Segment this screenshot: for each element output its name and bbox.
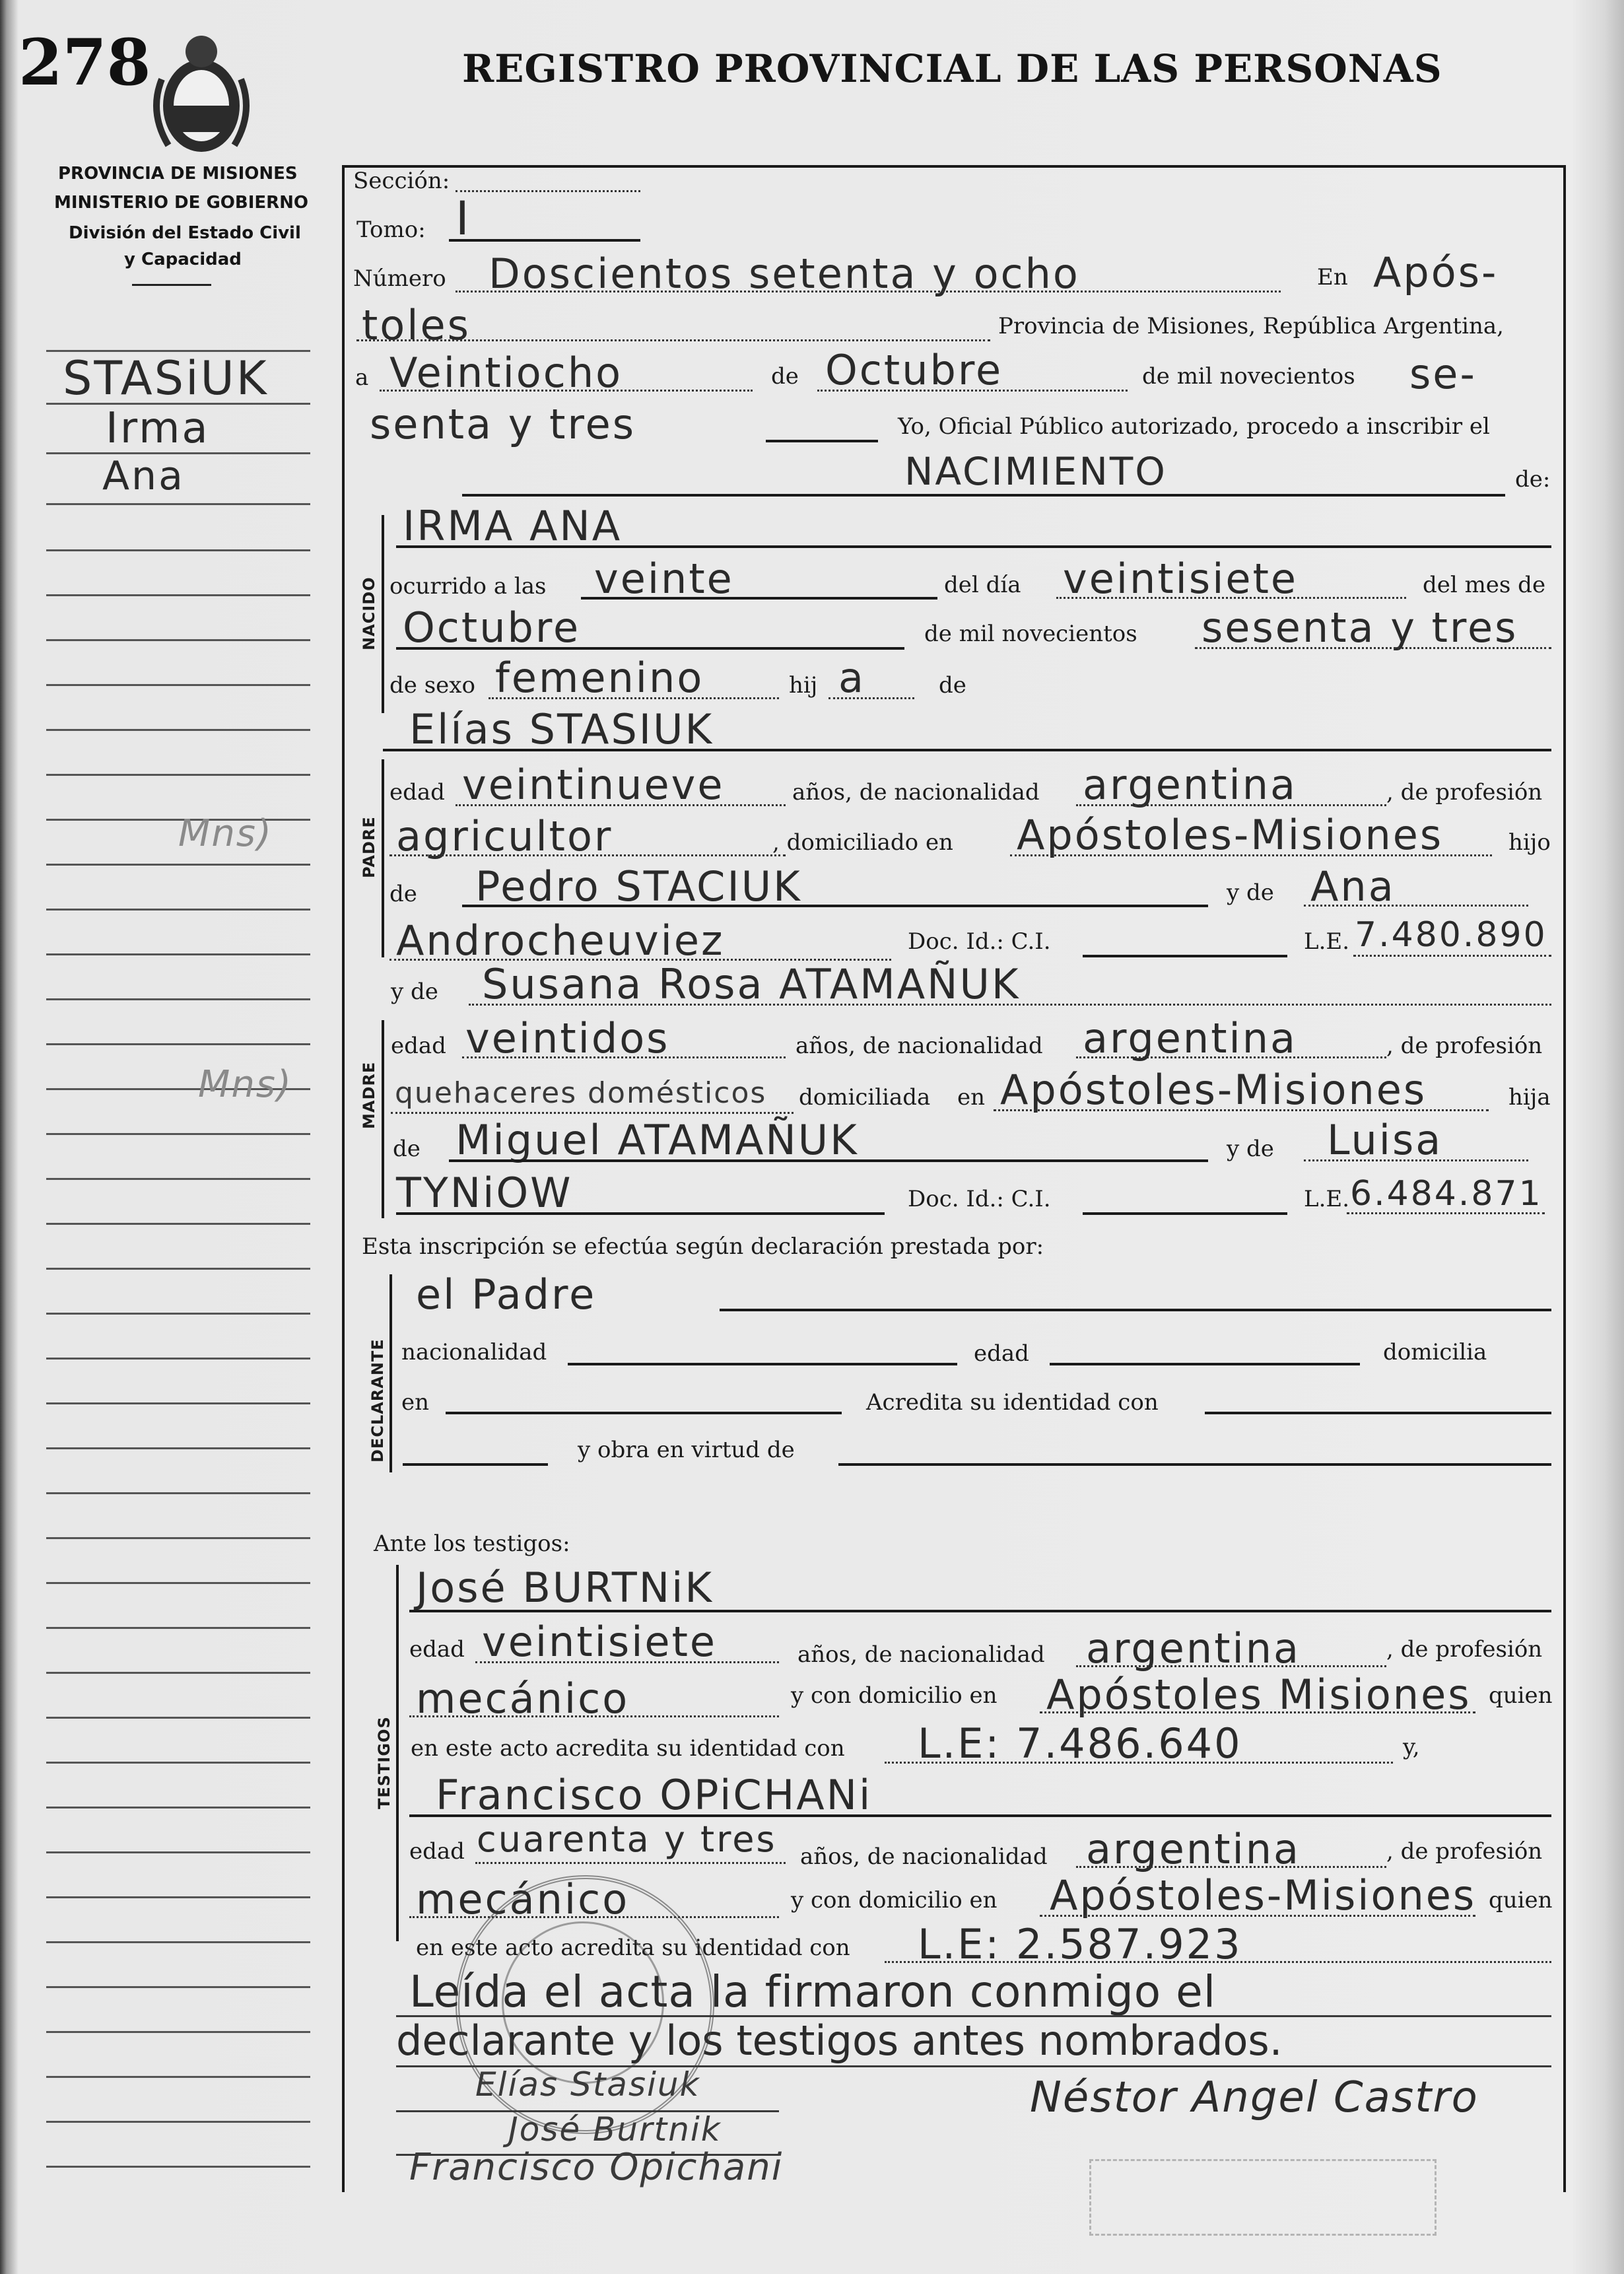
nacido-section-label: NACIDO <box>360 576 378 650</box>
declarante-blank-line <box>403 1463 548 1466</box>
w2-acredita-label: en este acto acredita su identidad con <box>416 1935 850 1961</box>
numero-label: Número <box>353 265 446 292</box>
numero-value: Doscientos setenta y ocho <box>489 250 1080 298</box>
father-name-line <box>383 749 1551 751</box>
madre-ci-line <box>1083 1212 1287 1215</box>
padre-bracket <box>382 759 384 957</box>
padre-nac-line <box>1076 804 1386 806</box>
margin-line <box>46 1582 310 1584</box>
header-province: PROVINCIA DE MISIONES <box>58 164 298 184</box>
padre-prof-line <box>389 854 786 856</box>
padre-prof-label: , de profesión <box>1386 779 1543 806</box>
madre-prof-line <box>391 1112 794 1114</box>
margin-line <box>46 1986 310 1988</box>
padre-edad-line <box>456 804 786 806</box>
margin-line <box>46 2166 310 2168</box>
madre-en-label: en <box>957 1084 986 1111</box>
hij-de-label: de <box>939 672 966 699</box>
year-label: de mil novecientos <box>1142 363 1355 390</box>
seccion-label: Sección: <box>353 168 450 194</box>
madre-edad-line <box>462 1056 786 1058</box>
witness-2-name: Francisco OPiCHANi <box>436 1771 873 1819</box>
w2-quien-label: quien <box>1489 1887 1553 1913</box>
tomo-value: I <box>456 191 471 246</box>
declarante-nac-line <box>568 1363 957 1365</box>
nacido-bracket <box>382 515 384 713</box>
birth-day: veintisiete <box>1063 555 1299 603</box>
birth-year-line <box>1195 647 1551 649</box>
w1-edad: veintisiete <box>482 1618 718 1666</box>
witness-2-name-line <box>409 1814 1551 1817</box>
padre-doc-label: Doc. Id.: C.I. <box>908 928 1051 955</box>
paternal-grandmother-b: Androcheuviez <box>396 916 725 965</box>
margin-line <box>46 998 310 1000</box>
testigos-section-label: TESTIGOS <box>375 1716 393 1809</box>
margin-line <box>46 684 310 686</box>
sexo-line <box>489 697 779 699</box>
margin-line <box>46 1762 310 1764</box>
margin-line <box>46 2121 310 2123</box>
birth-year-label: de mil novecientos <box>924 621 1137 647</box>
madre-edad: veintidos <box>465 1014 670 1062</box>
ocurrido-label: ocurrido a las <box>389 573 547 600</box>
margin-line <box>46 1043 310 1045</box>
madre-profesion: quehaceres domésticos <box>395 1076 767 1110</box>
declarante-edad-label: edad <box>974 1340 1029 1367</box>
form-left-border <box>342 165 345 2192</box>
maternal-grandfather-line <box>449 1159 1208 1162</box>
madre-y-de2-label: y de <box>1227 1136 1274 1162</box>
birth-hour: veinte <box>594 555 734 603</box>
margin-line <box>46 1851 310 1853</box>
margin-line <box>46 774 310 776</box>
year-line <box>766 440 878 442</box>
signature-witness-1: José Burtnik <box>508 2110 722 2149</box>
declarante-nac-label: nacionalidad <box>401 1339 547 1365</box>
padre-nacionalidad: argentina <box>1083 761 1298 809</box>
w1-edad-label: edad <box>409 1636 465 1663</box>
margin-line <box>46 1402 310 1404</box>
provincia-text: Provincia de Misiones, República Argentina, <box>998 313 1504 339</box>
madre-edad-label: edad <box>391 1033 446 1059</box>
margin-line <box>46 729 310 731</box>
margin-name-1: Irma <box>106 404 210 453</box>
madre-le: 6.484.871 <box>1350 1174 1543 1214</box>
margin-note-1: Mns) <box>178 812 273 855</box>
w1-quien-label: quien <box>1489 1682 1553 1709</box>
numero-line <box>456 291 1281 293</box>
padre-hijo-label: hijo <box>1508 829 1551 856</box>
w1-id: L.E: 7.486.640 <box>918 1719 1242 1768</box>
hij-suffix: a <box>838 654 865 702</box>
declarante-acredita-label: Acredita su identidad con <box>866 1389 1159 1416</box>
margin-line <box>46 953 310 955</box>
padre-ci-line <box>1083 955 1287 957</box>
padre-domicilio: Apóstoles-Misiones <box>1017 811 1444 859</box>
margin-line <box>46 2031 310 2033</box>
margin-line <box>46 1178 310 1180</box>
en-label: En <box>1317 264 1348 291</box>
place-part-a: Após- <box>1373 248 1499 296</box>
w2-nac-label: años, de nacionalidad <box>800 1843 1048 1870</box>
w2-edad-line <box>475 1862 786 1864</box>
child-name: IRMA ANA <box>403 502 623 550</box>
coat-of-arms-icon <box>142 33 261 158</box>
margin-line <box>46 1313 310 1315</box>
de-colon-label: de: <box>1515 466 1551 493</box>
padre-dom-label: , domiciliado en <box>772 829 953 856</box>
w2-nacionalidad: argentina <box>1086 1825 1301 1873</box>
year-part-b: senta y tres <box>370 400 636 448</box>
maternal-grandmother-b-line <box>396 1212 885 1215</box>
declarante-en-line <box>446 1412 842 1414</box>
witness-1-name: José BURTNiK <box>416 1564 714 1612</box>
margin-line <box>46 1672 310 1674</box>
margin-line <box>46 1537 310 1539</box>
madre-hija-label: hija <box>1508 1084 1551 1111</box>
w2-dom-line <box>1040 1915 1475 1917</box>
margin-name-2: Ana <box>102 453 185 499</box>
margin-line <box>46 1492 310 1494</box>
paternal-grandfather-line <box>462 905 1208 907</box>
madre-nacionalidad: argentina <box>1083 1014 1298 1062</box>
header-ministry: MINISTERIO DE GOBIERNO <box>54 193 309 213</box>
paternal-grandmother-a: Ana <box>1310 862 1396 911</box>
place-part-b: toles <box>362 301 471 349</box>
declarante-obra-label: y obra en virtud de <box>578 1437 795 1463</box>
mother-name-line <box>469 1004 1551 1006</box>
margin-line <box>46 594 310 596</box>
official-stamp <box>1089 2159 1437 2236</box>
signature-official: Néstor Angel Castro <box>1030 2073 1479 2122</box>
birth-month-line <box>396 647 904 650</box>
mother-name: Susana Rosa ATAMAÑUK <box>482 960 1021 1008</box>
seccion-line <box>456 190 640 192</box>
form-right-border <box>1563 165 1566 2192</box>
del-dia-label: del día <box>944 572 1021 598</box>
day-line <box>380 390 753 392</box>
official-seal-inner <box>502 1921 664 2084</box>
declarante-by-line <box>720 1309 1551 1311</box>
a-label: a <box>355 364 369 391</box>
w1-acredita-label: en este acto acredita su identidad con <box>411 1735 845 1762</box>
month-line <box>817 390 1128 392</box>
margin-line <box>46 909 310 911</box>
w1-prof-line <box>409 1715 779 1717</box>
act-type: NACIMIENTO <box>904 449 1167 494</box>
w1-domicilio: Apóstoles Misiones <box>1046 1671 1472 1719</box>
margin-line <box>46 1358 310 1360</box>
testigos-bracket <box>396 1565 399 1941</box>
margin-line <box>46 1896 310 1898</box>
margin-note-2: Mns) <box>198 1063 292 1106</box>
header-division: División del Estado Civil <box>69 223 301 243</box>
w2-edad: cuarenta y tres <box>477 1818 777 1860</box>
w2-id: L.E: 2.587.923 <box>918 1920 1242 1968</box>
margin-line <box>46 1268 310 1270</box>
madre-nac-label: años, de nacionalidad <box>795 1033 1043 1059</box>
sexo-value: femenino <box>495 654 704 702</box>
declarante-intro: Esta inscripción se efectúa según declaración prestada por: <box>362 1233 1044 1260</box>
page-number: 278 <box>18 25 151 100</box>
w1-edad-line <box>475 1661 779 1663</box>
paternal-grandmother-a-line <box>1304 905 1528 907</box>
birth-year: sesenta y tres <box>1201 603 1518 652</box>
madre-prof-label: , de profesión <box>1386 1033 1543 1059</box>
padre-edad: veintinueve <box>462 761 725 809</box>
padre-le-line <box>1353 955 1551 957</box>
margin-line <box>46 1941 310 1943</box>
declarante-domicilia-label: domicilia <box>1383 1339 1487 1365</box>
w1-id-line <box>885 1762 1393 1764</box>
margin-line <box>46 1133 310 1135</box>
w1-dom-line <box>1040 1711 1475 1713</box>
testigos-intro: Ante los testigos: <box>374 1531 570 1557</box>
year-part-a: se- <box>1409 350 1477 398</box>
margin-line <box>46 639 310 641</box>
tomo-line <box>449 239 640 242</box>
witness-1-name-line <box>409 1610 1551 1612</box>
w1-y-label: y, <box>1403 1734 1420 1760</box>
maternal-grandfather: Miguel ATAMAÑUK <box>456 1116 859 1164</box>
margin-line <box>46 503 310 505</box>
madre-domicilio: Apóstoles-Misiones <box>1000 1066 1427 1114</box>
margin-line <box>46 1223 310 1225</box>
maternal-grandmother-b: TYNiOW <box>396 1169 573 1217</box>
padre-le: 7.480.890 <box>1355 915 1547 955</box>
father-name: Elías STASIUK <box>409 705 714 753</box>
madre-bracket <box>382 1020 384 1218</box>
form-top-border <box>342 165 1563 168</box>
act-type-line <box>462 494 1505 497</box>
closing-line-1: Leída el acta la firmaron conmigo el <box>409 1966 1217 2017</box>
declarante-en-label: en <box>401 1389 430 1416</box>
padre-y-de-label: y de <box>1227 879 1274 906</box>
margin-line <box>46 1627 310 1629</box>
maternal-grandmother-a-line <box>1304 1159 1528 1161</box>
padre-de-label: de <box>389 881 417 907</box>
day-value: Veintiocho <box>389 349 623 397</box>
sexo-label: de sexo <box>389 672 475 699</box>
declarante-obra-line <box>838 1463 1551 1466</box>
tomo-label: Tomo: <box>356 217 426 243</box>
header-division-2: y Capacidad <box>124 250 242 269</box>
declarante-edad-line <box>1050 1363 1360 1365</box>
hij-label: hij <box>789 672 818 699</box>
child-name-line <box>396 545 1551 548</box>
header-title: REGISTRO PROVINCIAL DE LAS PERSONAS <box>462 46 1442 91</box>
w2-profesion: mecánico <box>416 1875 630 1923</box>
madre-le-line <box>1347 1212 1545 1214</box>
madre-doc-label: Doc. Id.: C.I. <box>908 1186 1051 1212</box>
margin-line <box>46 1447 310 1449</box>
oficial-text: Yo, Oficial Público autorizado, procedo a inscribir el <box>898 413 1490 440</box>
header-underline <box>132 284 211 286</box>
margin-line <box>46 864 310 866</box>
madre-dom-line <box>994 1109 1489 1111</box>
w2-id-line <box>885 1961 1551 1963</box>
madre-nac-line <box>1076 1056 1386 1058</box>
padre-section-label: PADRE <box>360 816 378 878</box>
padre-dom-line <box>1010 854 1492 856</box>
madre-section-label: MADRE <box>360 1061 378 1129</box>
signature-declarante: Elías Stasiuk <box>475 2065 700 2104</box>
month-value: Octubre <box>825 346 1003 394</box>
birth-hour-line <box>581 597 937 600</box>
w2-prof-label: , de profesión <box>1386 1838 1543 1865</box>
w1-prof-label: , de profesión <box>1386 1636 1543 1663</box>
madre-le-label: L.E. <box>1304 1186 1350 1212</box>
margin-line <box>46 549 310 551</box>
w2-edad-label: edad <box>409 1838 465 1865</box>
margin-line <box>46 1717 310 1719</box>
margin-line <box>46 2076 310 2078</box>
declarante-acredita-line <box>1205 1412 1551 1414</box>
w1-nac-line <box>1076 1665 1386 1667</box>
declarante-by: el Padre <box>416 1270 597 1319</box>
declarante-bracket <box>389 1274 392 1472</box>
paternal-grandfather: Pedro STACIUK <box>475 862 802 911</box>
w2-domicilio: Apóstoles-Misiones <box>1050 1871 1477 1919</box>
margin-surname: STASiUK <box>63 351 269 405</box>
padre-le-label: L.E. <box>1304 928 1350 955</box>
padre-nac-label: años, de nacionalidad <box>792 779 1040 806</box>
birth-day-line <box>1056 597 1406 599</box>
w1-nacionalidad: argentina <box>1086 1624 1301 1672</box>
w2-nac-line <box>1076 1866 1386 1868</box>
closing-line-2: declarante y los testigos antes nombrados. <box>396 2016 1283 2065</box>
de-label: de <box>771 363 799 390</box>
place-line <box>356 339 990 341</box>
w2-dom-label: y con domicilio en <box>791 1887 998 1913</box>
maternal-grandmother-a: Luisa <box>1327 1116 1443 1164</box>
declarante-section-label: DECLARANTE <box>368 1338 387 1463</box>
padre-profesion: agricultor <box>396 812 613 860</box>
margin-line <box>46 1807 310 1809</box>
madre-y-de-label: y de <box>391 979 438 1005</box>
madre-dom-label: domiciliada <box>799 1084 931 1111</box>
padre-edad-label: edad <box>389 779 445 806</box>
w1-profesion: mecánico <box>416 1674 630 1723</box>
signature-witness-2: Francisco Opichani <box>409 2146 784 2189</box>
hij-line <box>829 697 914 699</box>
birth-month: Octubre <box>403 603 581 652</box>
del-mes-label: del mes de <box>1423 572 1546 598</box>
w1-dom-label: y con domicilio en <box>791 1682 998 1709</box>
madre-de-label: de <box>393 1136 421 1162</box>
w1-nac-label: años, de nacionalidad <box>797 1641 1045 1668</box>
